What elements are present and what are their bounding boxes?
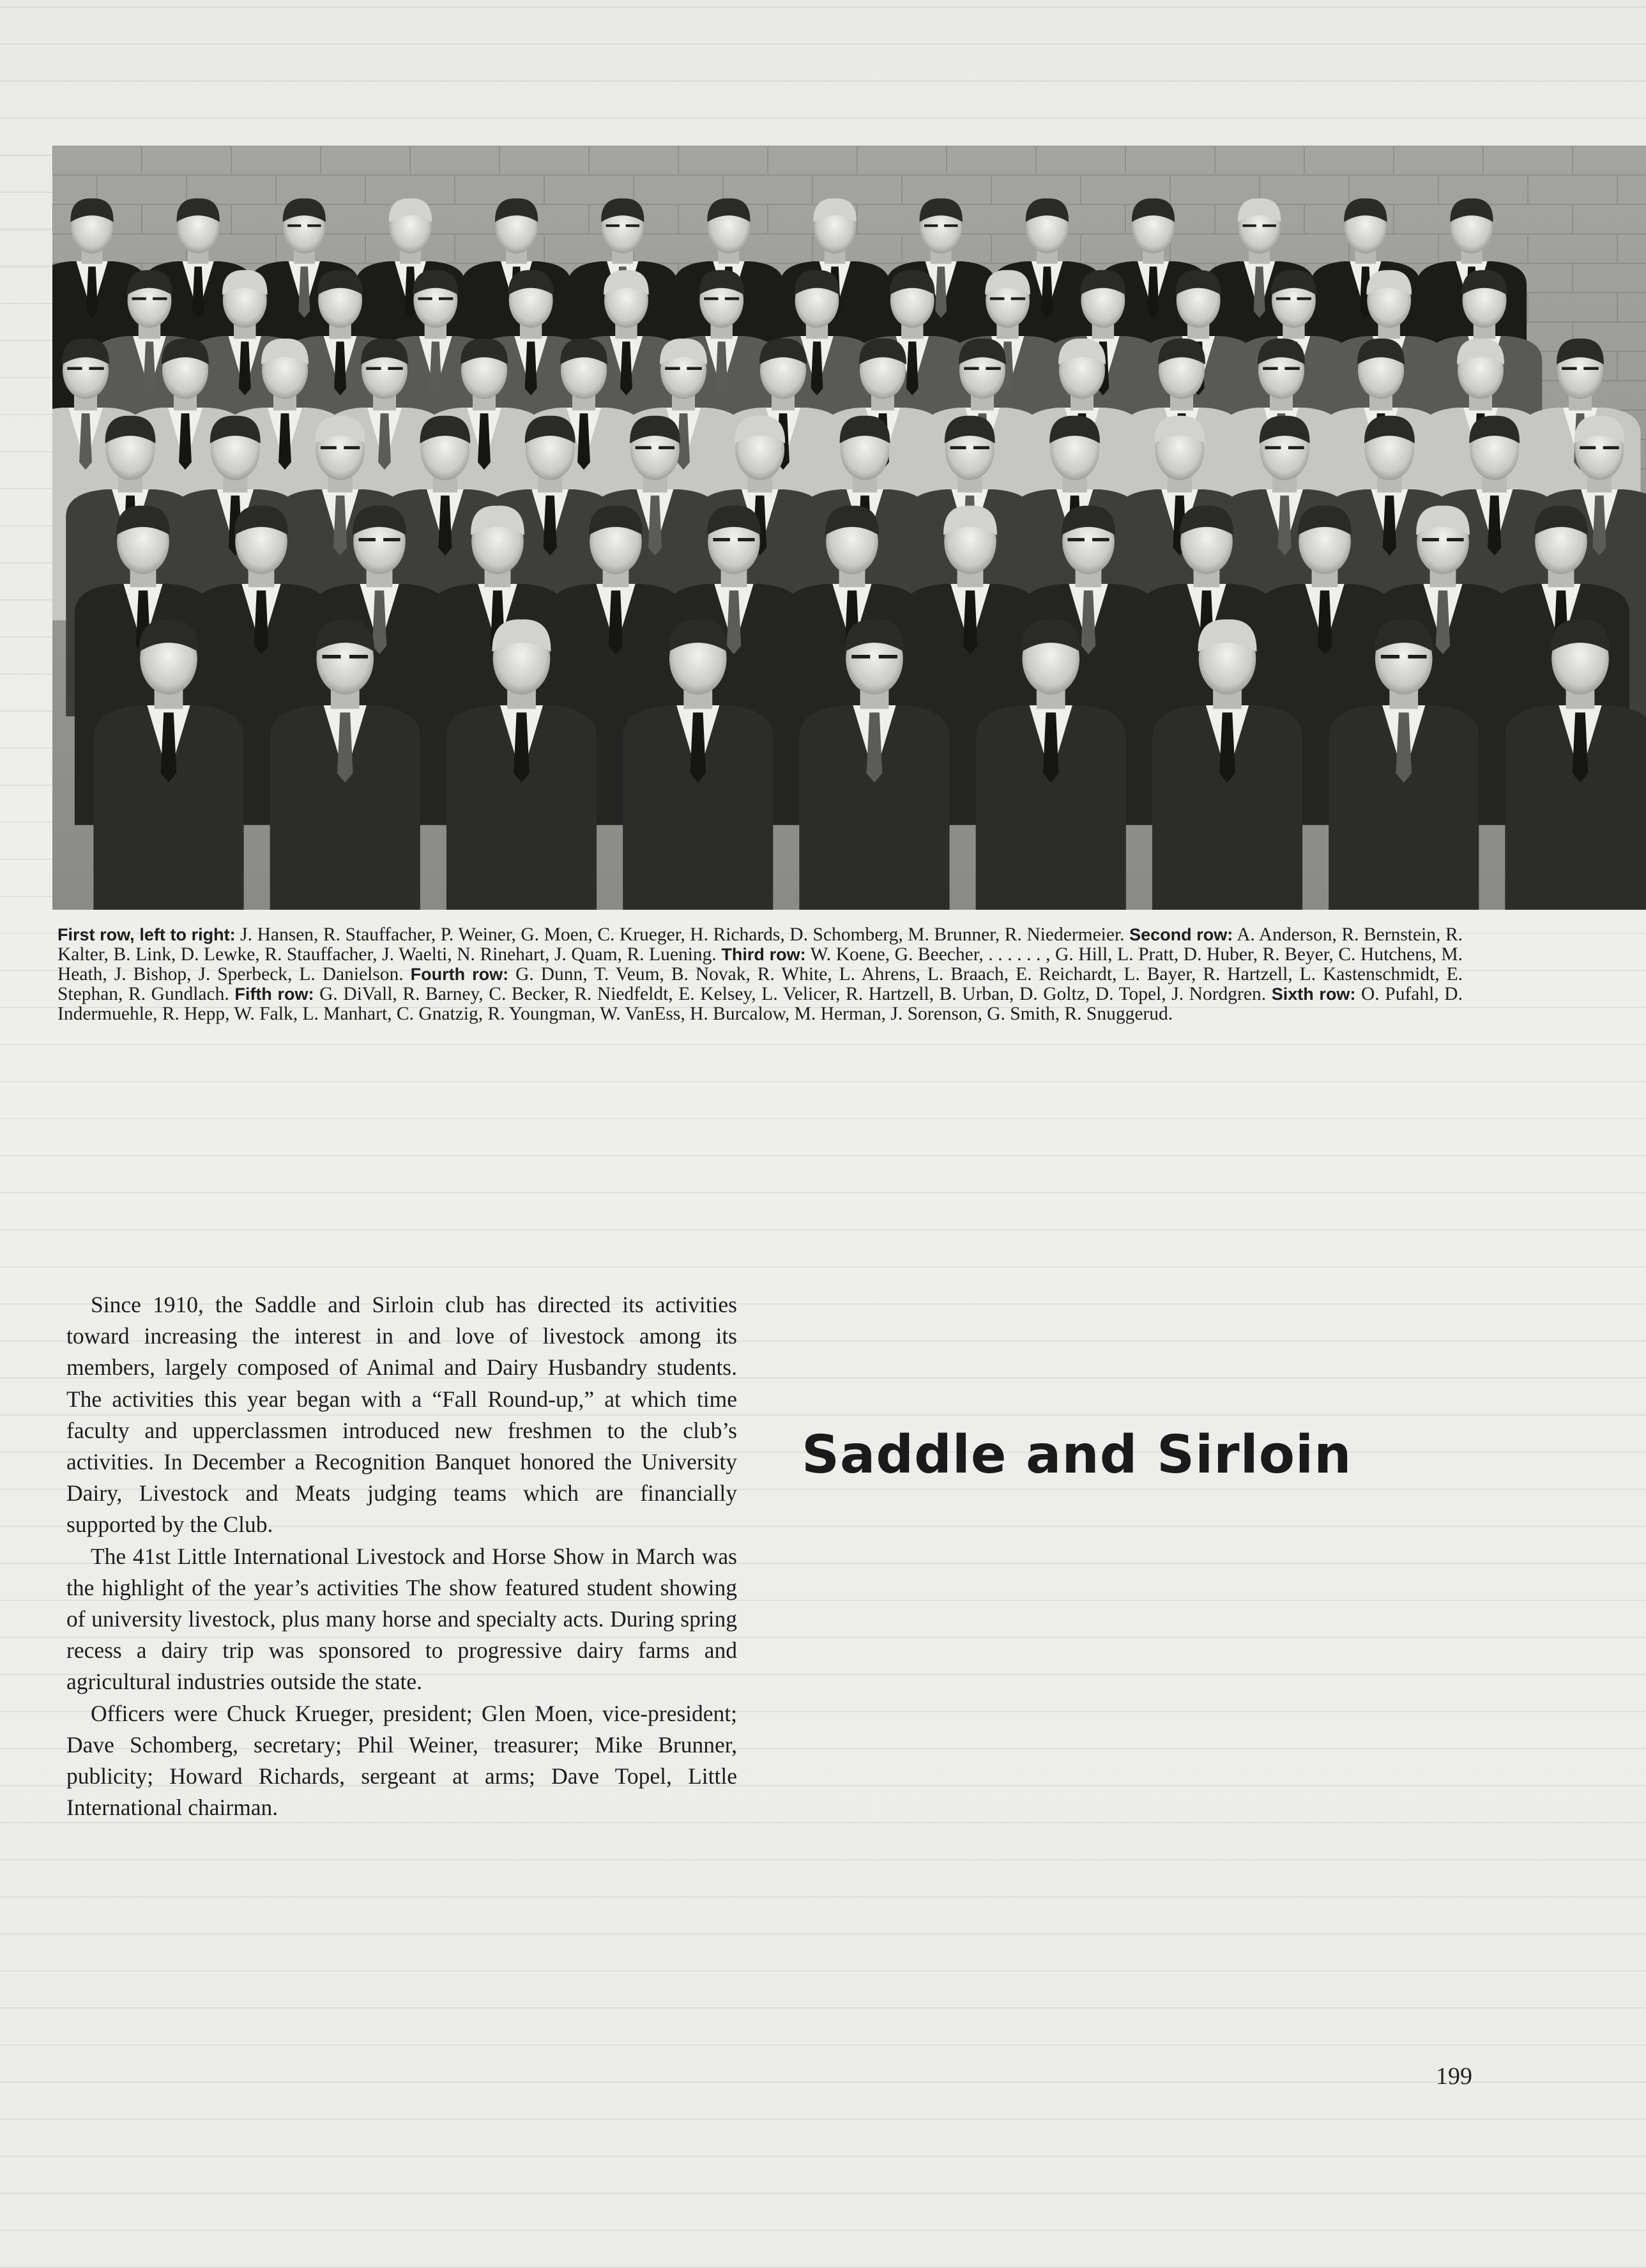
caption-row-names-2: A. Anderson, R. Bernstein, R. Kalter, B. Link, D. Lewke, R. Stauffacher, J. Waelti, N. Rinehart, J. Quam, R. Luening. (57, 924, 1463, 965)
article-body (66, 1289, 737, 1823)
page-title: Saddle and Sirloin (802, 1425, 1352, 1485)
caption-row-label-5: Fifth row: (234, 985, 314, 1004)
caption-row-names-1: J. Hansen, R. Stauffacher, P. Weiner, G. Moen, C. Krueger, H. Richards, D. Schomberg, M. Brunner, R. Niedermeier. (235, 924, 1130, 945)
caption-row-names-6: O. Pufahl, D. Indermuehle, R. Hepp, W. Falk, L. Manhart, C. Gnatzig, R. Youngman, W. VanEss, H. Burcalow, M. Herman, J. Sorenson, G. Smith, R. Snuggerud. (57, 984, 1463, 1024)
photo-caption (57, 925, 1463, 1024)
article-paragraph-2: The 41st Little International Livestock and Horse Show in March was the highlight of the year’s activities The show featured student showing of university livestock, plus many horse and specialty acts. During spring recess a dairy trip was sponsored to progressive dairy farms and agricultural industries outside the state. (66, 1543, 737, 1695)
article-paragraph-1: Since 1910, the Saddle and Sirloin club has directed its activities toward increasing the interest in and love of livestock among its members, largely composed of Animal and Dairy Husbandry students. The activities this year began with a “Fall Round-up,” at which time faculty and upperclassmen introduced new freshmen to the club’s activities. In December a Recognition Banquet honored the University Dairy, Livestock and Meats judging teams which are financially supported by the Club. (66, 1292, 737, 1538)
caption-row-label-6: Sixth row: (1271, 985, 1356, 1004)
caption-row-names-4: G. Dunn, T. Veum, B. Novak, R. White, L. Ahrens, L. Braach, E. Reichardt, L. Bayer, R. Hartzell, L. Kastenschmidt, E. Stephan, R. Gundlach. (57, 964, 1463, 1004)
caption-row-label-4: Fourth row: (410, 965, 509, 984)
group-photo-illustration (52, 146, 1646, 910)
group-photo (52, 146, 1646, 910)
caption-row-names-3: W. Koene, G. Beecher, . . . . . . , G. Hill, L. Pratt, D. Huber, R. Beyer, C. Hutchens, M. Heath, J. Bishop, J. Sperbeck, L. Danielson. (57, 944, 1463, 985)
caption-row-names-5: G. DiVall, R. Barney, C. Becker, R. Niedfeldt, E. Kelsey, L. Velicer, R. Hartzell, B. Urban, D. Goltz, D. Topel, J. Nordgren. (314, 984, 1272, 1004)
article-paragraph-3: Officers were Chuck Krueger, president; Glen Moen, vice-president; Dave Schomberg, secretary; Phil Weiner, treasurer; Mike Brunner, publicity; Howard Richards, sergeant at arms; Dave Topel, Little International chairman. (66, 1700, 737, 1821)
page-number: 199 (1436, 2063, 1472, 2090)
caption-row-label-1: First row, left to right: (57, 925, 236, 944)
caption-row-label-2: Second row: (1129, 925, 1233, 944)
caption-row-label-3: Third row: (721, 945, 806, 964)
